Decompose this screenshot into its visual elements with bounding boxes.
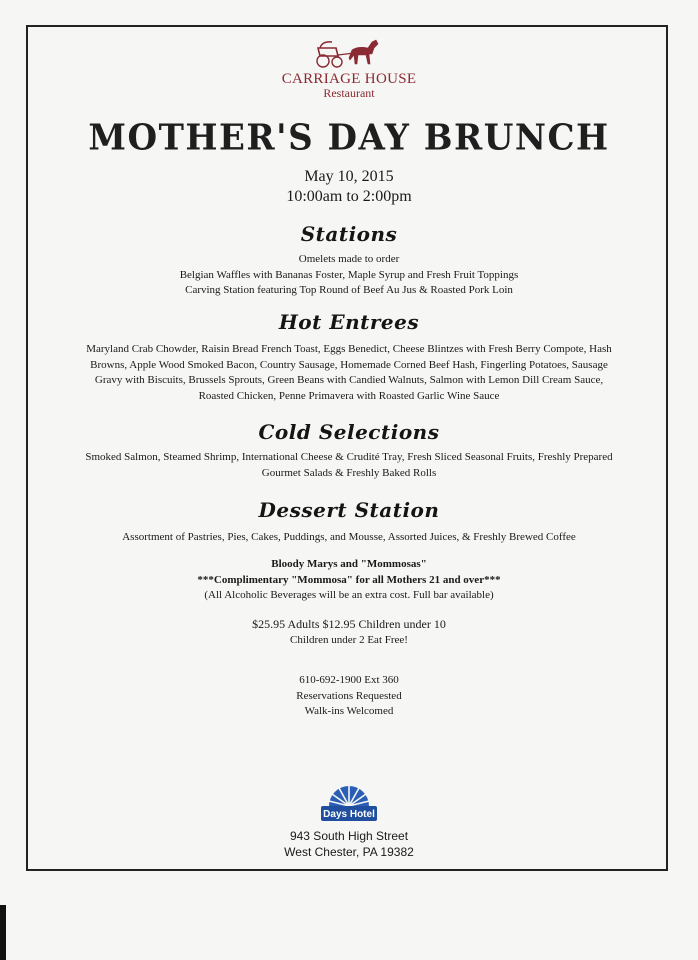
reservations-text: Reservations Requested xyxy=(296,689,402,702)
hotel-address xyxy=(0,828,698,860)
phone-number: 610-692-1900 Ext 360 xyxy=(299,674,399,686)
dessert-station-heading: Dessert Station xyxy=(258,498,440,522)
days-hotel-logo-text: Days Hotel xyxy=(323,809,375,820)
event-time: 10:00am to 2:00pm xyxy=(286,188,412,205)
stations-heading: Stations xyxy=(300,222,398,246)
brand-name: CARRIAGE HOUSE xyxy=(281,71,417,87)
list-item: Carving Station featuring Top Round of Beef Au Jus & Roasted Pork Loin xyxy=(185,284,513,296)
dessert-station-text: Assortment of Pastries, Pies, Cakes, Puddings, and Mousse, Assorted Juices, & Freshly Brewed Coffee xyxy=(122,531,576,543)
days-hotel-logo xyxy=(0,782,698,826)
pricing-info xyxy=(82,617,616,648)
street-address: 943 South High Street xyxy=(289,829,409,843)
brand-subtitle: Restaurant xyxy=(323,86,375,100)
page-title: MOTHER'S DAY BRUNCH xyxy=(88,117,610,159)
walkins-text: Walk-ins Welcomed xyxy=(304,705,394,717)
list-item: Belgian Waffles with Bananas Foster, Maple Syrup and Fresh Fruit Toppings xyxy=(179,268,519,281)
contact-info xyxy=(82,673,616,720)
cold-selections-text: Smoked Salmon, Steamed Shrimp, International Cheese & Crudité Tray, Fresh Sliced Seasonal Fruits, Freshly Prepared Gourmet Salads & Freshly Baked Rolls xyxy=(85,451,613,479)
event-date: May 10, 2015 xyxy=(304,168,394,185)
stations-list xyxy=(82,252,616,299)
carriage-house-logo xyxy=(0,36,698,100)
list-item: Omelets made to order xyxy=(298,253,400,265)
alcohol-note: (All Alcoholic Beverages will be an extra cost. Full bar available) xyxy=(204,589,494,601)
complimentary-line: ***Complimentary "Mommosa" for all Mothers 21 and over*** xyxy=(197,573,501,586)
city-address: West Chester, PA 19382 xyxy=(284,845,414,859)
free-line: Children under 2 Eat Free! xyxy=(290,633,408,646)
hot-entrees-heading: Hot Entrees xyxy=(278,310,420,334)
horse-carriage-icon xyxy=(314,36,384,70)
drinks-line: Bloody Marys and "Mommosas" xyxy=(271,558,427,570)
event-date-time xyxy=(0,167,698,207)
price-line: $25.95 Adults $12.95 Children under 10 xyxy=(252,617,446,631)
drinks-info xyxy=(82,557,616,604)
scan-edge xyxy=(0,905,6,960)
hot-entrees-text: Maryland Crab Chowder, Raisin Bread French Toast, Eggs Benedict, Cheese Blintzes with Fresh Berry Compote, Hash Browns, Apple Wood Smoked Bacon, Country Sausage, Homemade Corned Beef Hash, Fingerling Potatoes, Sausage Gravy with Biscuits, Brussels Sprouts, Green Beans with Candied Walnuts, Salmon with Lemon Dill Cream Sauce, Roasted Chicken, Penne Primavera with Roasted Garlic Wine Sauce xyxy=(86,343,612,402)
cold-selections-heading: Cold Selections xyxy=(258,420,440,444)
sunburst-icon xyxy=(304,782,394,826)
